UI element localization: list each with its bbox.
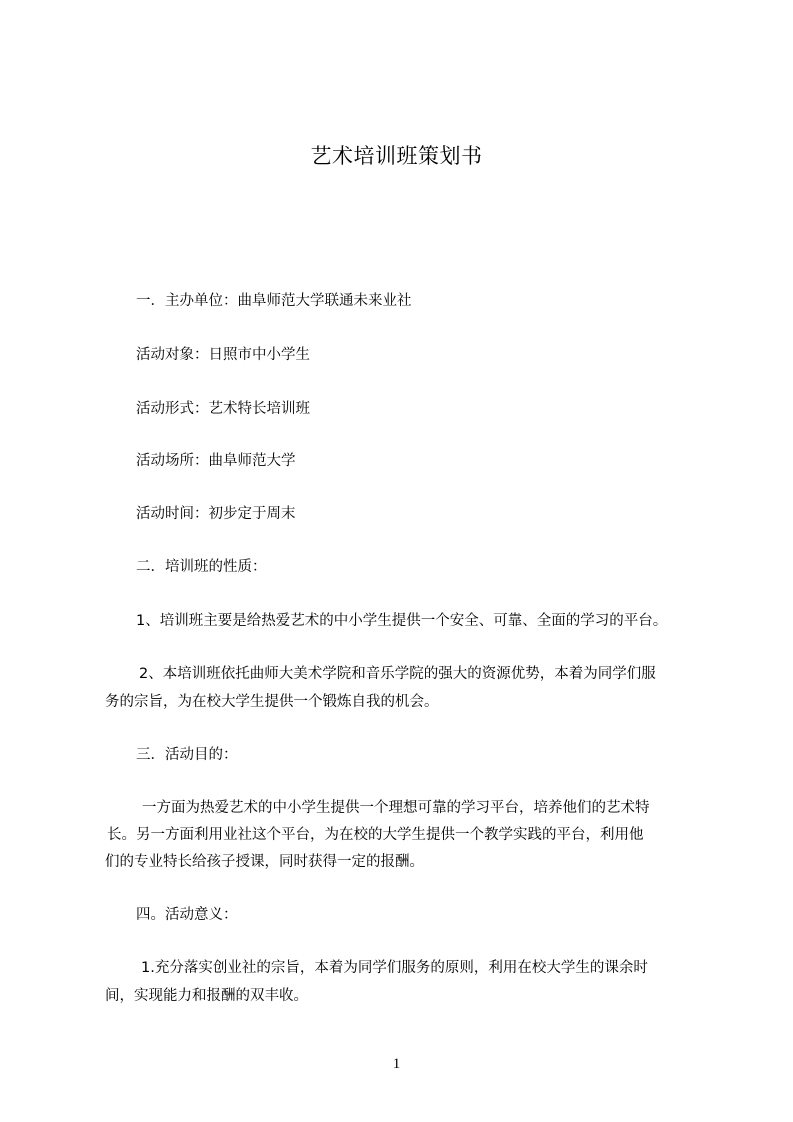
section-2-item-2-line-2: 务的宗旨，为在校大学生提供一个锻炼自我的机会。	[105, 694, 439, 710]
activity-target: 活动对象：日照市中小学生	[136, 347, 310, 363]
section-2-item-1: 1、培训班主要是给热爱艺术的中小学生提供一个安全、可靠、全面的学习的平台。	[136, 613, 668, 629]
section-3-line-3: 们的专业特长给孩子授课，同时获得一定的报酬。	[105, 854, 424, 870]
section-3-line-1: 一方面为热爱艺术的中小学生提供一个理想可靠的学习平台，培养他们的艺术特	[142, 800, 650, 816]
section-1-heading: 一．主办单位：曲阜师范大学联通未来业社	[136, 293, 412, 309]
section-4-heading: 四。活动意义：	[136, 907, 238, 923]
section-2-item-2-line-1: 2、本培训班依托曲师大美术学院和音乐学院的强大的资源优势，本着为同学们服	[139, 666, 656, 682]
section-2-heading: 二．培训班的性质：	[136, 559, 267, 575]
section-4-item-1-line-2: 间，实现能力和报酬的双丰收。	[105, 988, 308, 1004]
activity-time: 活动时间：初步定于周末	[136, 506, 296, 522]
activity-venue: 活动场所：曲阜师范大学	[136, 453, 296, 469]
section-3-line-2: 长。另一方面利用业社这个平台，为在校的大学生提供一个教学实践的平台，利用他	[107, 827, 644, 843]
document-title: 艺术培训班策划书	[310, 144, 483, 168]
activity-form: 活动形式：艺术特长培训班	[136, 401, 310, 417]
section-3-heading: 三．活动目的：	[136, 747, 238, 763]
section-4-item-1-line-1: 1.充分落实创业社的宗旨，本着为同学们服务的原则，利用在校大学生的课余时	[141, 960, 648, 976]
page-number: 1	[392, 1056, 401, 1072]
